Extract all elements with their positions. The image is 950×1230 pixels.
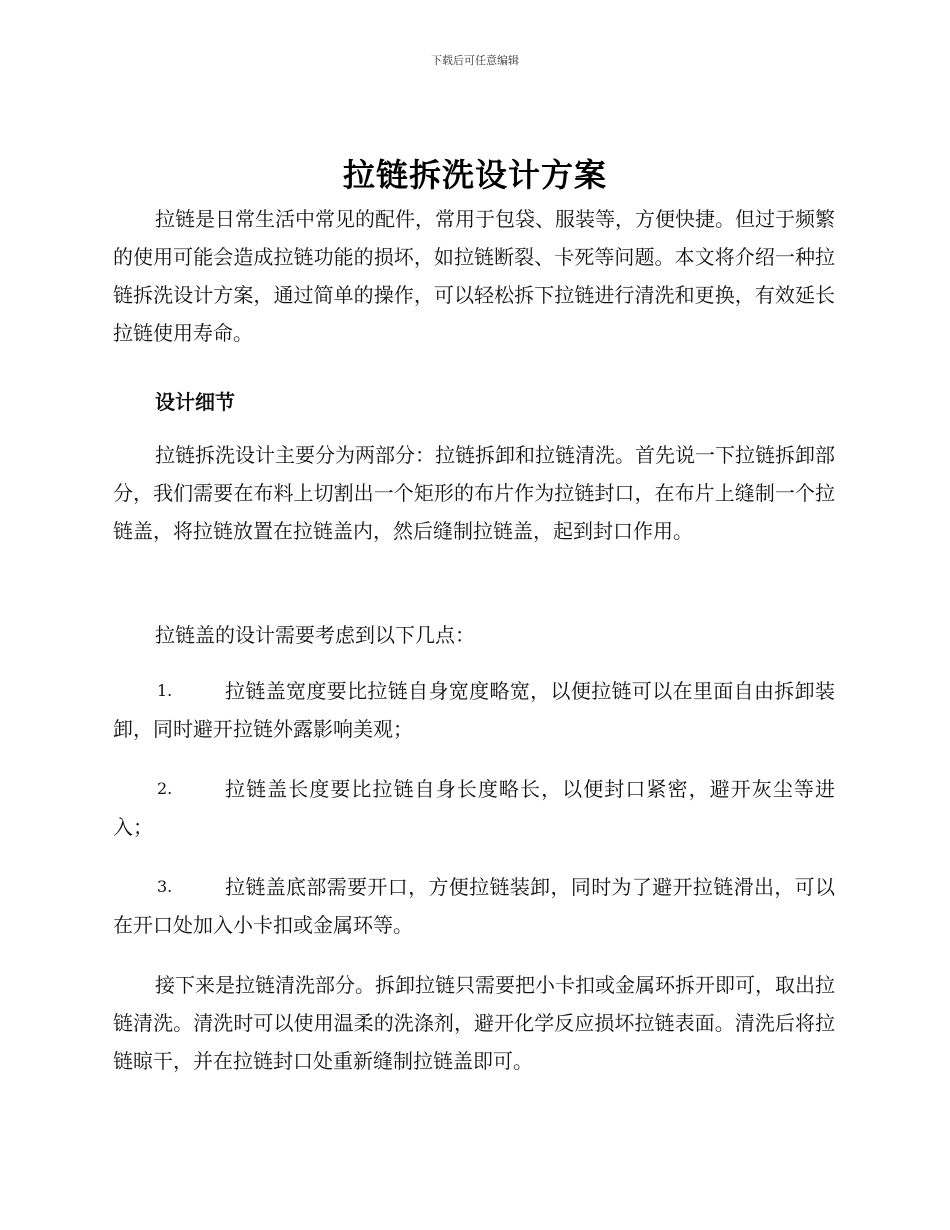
- list-item-text: 拉链盖长度要比拉链自身长度略长，以便封口紧密，避开灰尘等进入；: [113, 777, 835, 839]
- list-item-text: 拉链盖底部需要开口，方便拉链装卸，同时为了避开拉链滑出，可以在开口处加入小卡扣或金属环等。: [113, 875, 835, 937]
- list-number: 2.: [157, 779, 173, 798]
- section-heading: 设计细节: [155, 390, 235, 414]
- paragraph-considerations: 拉链盖的设计需要考虑到以下几点：: [155, 623, 475, 647]
- list-item-3-block: [113, 868, 835, 944]
- list-item: [113, 868, 835, 944]
- list-number: 3.: [157, 877, 173, 896]
- intro-paragraph: 拉链是日常生活中常见的配件，常用于包袋、服装等，方便快捷。但过于频繁的使用可能会造成拉链功能的损坏，如拉链断裂、卡死等问题。本文将介绍一种拉链拆洗设计方案，通过简单的操作，可以轻松拆下拉链进行清洗和更换，有效延长拉链使用寿命。: [113, 207, 835, 345]
- page-header: 下载后可任意编辑: [431, 54, 519, 67]
- list-item: [113, 770, 835, 846]
- paragraph-cleaning: 接下来是拉链清洗部分。拆卸拉链只需要把小卡扣或金属环拆开即可，取出拉链清洗。清洗时可以使用温柔的洗涤剂，避开化学反应损坏拉链表面。清洗后将拉链晾干，并在拉链封口处重新缝制拉链盖即可。: [113, 973, 835, 1073]
- paragraph-disassembly: 拉链拆洗设计主要分为两部分：拉链拆卸和拉链清洗。首先说一下拉链拆卸部分，我们需要在布料上切割出一个矩形的布片作为拉链封口，在布片上缝制一个拉链盖，将拉链放置在拉链盖内，然后缝制拉链盖，起到封口作用。: [113, 443, 835, 543]
- design-para-block: [113, 436, 835, 550]
- list-item-text: 拉链盖宽度要比拉链自身宽度略宽，以便拉链可以在里面自由拆卸装卸，同时避开拉链外露影响美观；: [113, 679, 835, 741]
- list-number: 1.: [157, 681, 173, 700]
- intro-block: [113, 200, 835, 352]
- cleaning-para-block: [113, 966, 835, 1080]
- page-title: 拉链拆洗设计方案: [342, 156, 607, 194]
- list-item-1-block: [113, 672, 835, 748]
- list-item: [113, 672, 835, 748]
- list-intro-block: [113, 616, 835, 654]
- list-item-2-block: [113, 770, 835, 846]
